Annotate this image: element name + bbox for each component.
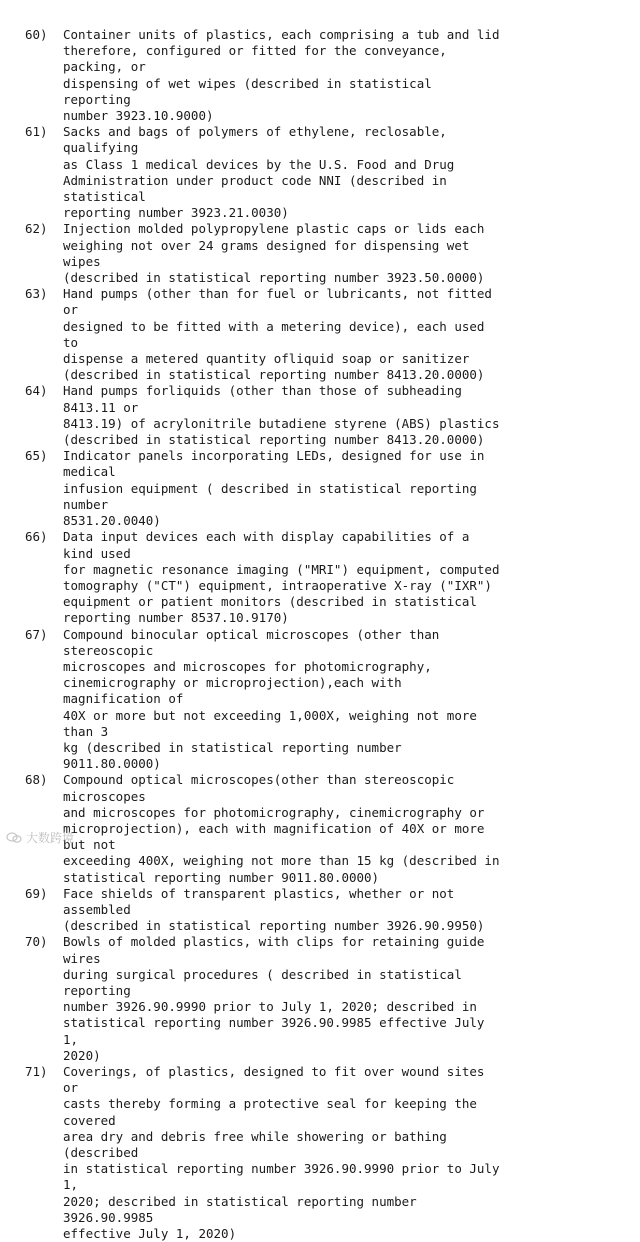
list-item-68 xyxy=(0,772,640,885)
list-item-62 xyxy=(0,221,640,286)
item-number: 71) xyxy=(25,1064,48,1079)
item-number: 60) xyxy=(25,27,48,42)
watermark xyxy=(6,829,74,846)
item-text: Bowls of molded plastics, with clips for retaining guide wires during surgical procedures ( described in statistical reporting number 3926.90.9990 prior to July 1, 2020; described in statistical reporting number 3926.90.9985 effective July 1, 2020) xyxy=(63,934,485,1063)
list-item-71 xyxy=(0,1064,640,1242)
item-number: 66) xyxy=(25,529,48,545)
chat-bubble-icon xyxy=(6,832,22,844)
list-item-65 xyxy=(0,448,640,529)
list-item-61 xyxy=(0,124,640,221)
item-text: Injection molded polypropylene plastic caps or lids each weighing not over 24 grams designed for dispensing wet wipes (described in statistical reporting number 3923.50.0000) xyxy=(63,221,485,286)
item-text: Hand pumps (other than for fuel or lubricants, not fitted or designed to be fitted with a metering device), each used to dispense a metered quantity ofliquid soap or sanitizer (described in statistical reporting number 8413.20.0000) xyxy=(63,286,492,383)
list-item-63 xyxy=(0,286,640,383)
item-text: Face shields of transparent plastics, whether or not assembled (described in statistical reporting number 3926.90.9950) xyxy=(63,885,485,934)
item-text: Sacks and bags of polymers of ethylene, reclosable, qualifying as Class 1 medical devices by the U.S. Food and Drug Administration under product code NNI (described in statistical reporting number 3923.21.0030) xyxy=(63,124,455,221)
list-item-67 xyxy=(0,627,640,773)
list-item-70 xyxy=(0,934,640,1064)
item-text: Compound optical microscopes(other than stereoscopic microscopes and microscopes for photomicrography, cinemicrography or microprojection), each with magnification of 40X or more but not exceeding 400X, weighing not more than 15 kg (described in statistical reporting number 9011.80.0000) xyxy=(63,772,500,885)
watermark-text: 大数跨境 xyxy=(26,831,75,845)
list-item-64 xyxy=(0,383,640,448)
item-text: Container units of plastics, each comprising a tub and lid therefore, configured or fitted for the conveyance, packing, or dispensing of wet wipes (described in statistical reporting number 3923.10.9000) xyxy=(63,27,500,124)
item-text: Hand pumps forliquids (other than those of subheading 8413.11 or 8413.19) of acrylonitrile butadiene styrene (ABS) plastics (described in statistical reporting number 8413.20.0000) xyxy=(63,383,500,448)
document-list xyxy=(0,27,640,1242)
item-number: 63) xyxy=(25,286,48,302)
list-item-60 xyxy=(0,27,640,124)
list-item-69 xyxy=(0,886,640,935)
item-number: 70) xyxy=(25,934,48,950)
item-number: 64) xyxy=(25,383,48,399)
item-number: 65) xyxy=(25,448,48,464)
item-number: 68) xyxy=(25,772,48,788)
item-number: 62) xyxy=(25,221,48,237)
list-item-66 xyxy=(0,529,640,626)
item-number: 69) xyxy=(25,885,48,901)
item-text: Compound binocular optical microscopes (other than stereoscopic microscopes and microscopes for photomicrography, cinemicrography or microprojection),each with magnification of 40X or more but not exceeding 1,000X, weighing not more than 3 kg (described in statistical reporting number 9011.80.0000) xyxy=(63,626,477,772)
item-text: Data input devices each with display capabilities of a kind used for magnetic resonance imaging ("MRI") equipment, computed tomography ("CT") equipment, intraoperative X-ray ("IXR") equipment or patient monitors (described in statistical reporting number 8537.10.9170) xyxy=(63,529,500,626)
item-number: 67) xyxy=(25,626,48,642)
item-text: Coverings, of plastics, designed to fit over wound sites or casts thereby forming a protective seal for keeping the covered area dry and debris free while showering or bathing (described in statistical reporting number 3926.90.9990 prior to July 1, 2020; described in statistical reporting number 3926.90.9985 effective July 1, 2020) xyxy=(63,1064,500,1242)
item-text: Indicator panels incorporating LEDs, designed for use in medical infusion equipment ( described in statistical reporting number 8531.20.0040) xyxy=(63,448,485,529)
item-number: 61) xyxy=(25,124,48,140)
